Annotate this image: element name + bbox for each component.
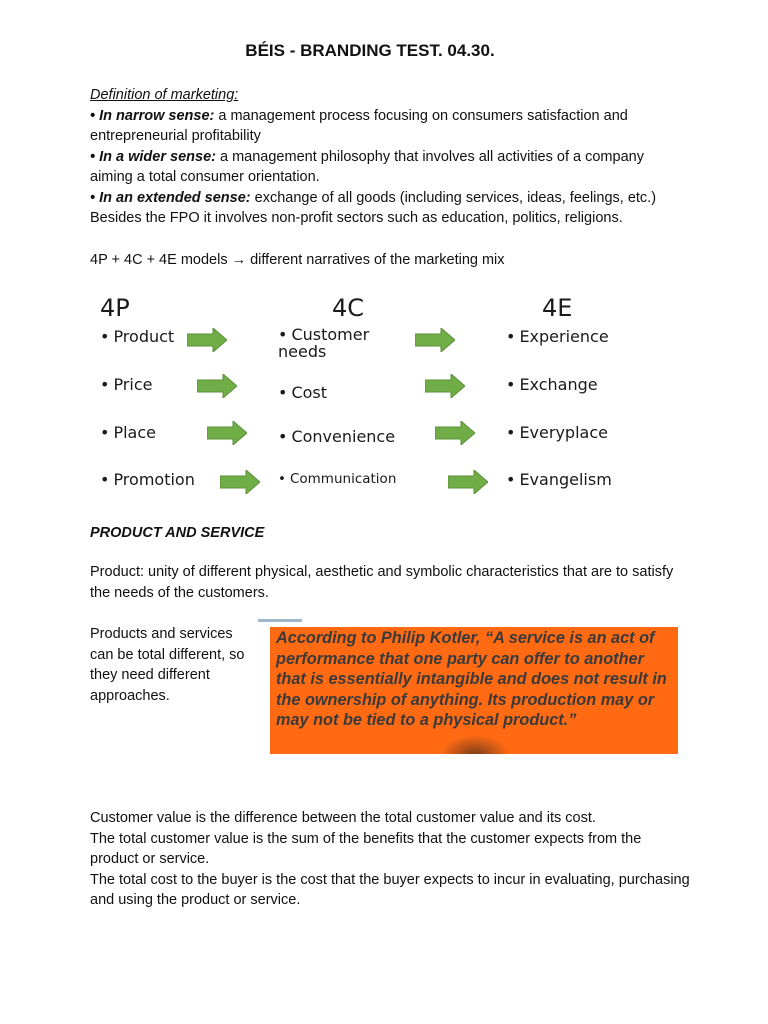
bullet: • bbox=[100, 470, 110, 489]
products-services-note: Products and services can be total different, so they need different approaches. bbox=[90, 626, 245, 704]
item-label: Product bbox=[113, 327, 175, 346]
document-title: BÉIS - BRANDING TEST. 04.30. bbox=[245, 41, 495, 60]
bullet: • bbox=[506, 327, 516, 346]
bullet: • bbox=[278, 383, 288, 402]
definition-text-wider: a management philosophy that involves all activities of a company aiming a total consumer orientation. bbox=[90, 148, 644, 185]
bullet: • bbox=[278, 427, 288, 446]
item-4e-everyplace bbox=[506, 424, 608, 441]
item-label: Communication bbox=[289, 471, 397, 487]
kotler-quote: According to Philip Kotler, “A service is an act of performance that one party can offer to another that is essentially intangible and does not result in the ownership of anything. Its production may or may not be tied to a physical product.” bbox=[276, 629, 667, 730]
models-line: 4P + 4C + 4E models → different narratives of the marketing mix bbox=[90, 252, 505, 268]
bullet: • bbox=[90, 107, 100, 124]
term-narrow: In narrow sense: bbox=[99, 107, 215, 124]
customer-value-line: The total cost to the buyer is the cost that the buyer expects to incur in evaluating, purchasing and using the product or service. bbox=[90, 871, 690, 908]
definition-item-wider bbox=[90, 147, 690, 188]
term-extended: In an extended sense: bbox=[99, 189, 251, 206]
item-label: Place bbox=[113, 423, 156, 442]
bullet: • bbox=[90, 189, 100, 206]
bullet: • bbox=[506, 470, 516, 489]
kotler-quote-box bbox=[270, 627, 678, 754]
item-4c-convenience bbox=[278, 428, 395, 445]
heading-4p: 4P bbox=[100, 294, 130, 322]
item-label: Convenience bbox=[291, 427, 396, 446]
definition-section bbox=[90, 85, 690, 229]
item-4p-place bbox=[100, 424, 156, 441]
term-wider: In a wider sense: bbox=[99, 148, 216, 165]
right-arrow-icon bbox=[435, 421, 475, 445]
decorative-bar bbox=[258, 619, 302, 622]
product-definition: Product: unity of different physical, aesthetic and symbolic characteristics that are to satisfy the needs of the customers. bbox=[90, 564, 674, 601]
item-4e-exchange bbox=[506, 376, 598, 393]
item-4c-communication bbox=[278, 471, 396, 488]
bullet: • bbox=[278, 325, 288, 344]
definition-item-extended bbox=[90, 188, 690, 229]
quote-background-image bbox=[440, 735, 510, 754]
customer-value-section bbox=[90, 808, 690, 911]
item-4e-evangelism bbox=[506, 471, 612, 488]
item-4p-product bbox=[100, 328, 174, 345]
bullet: • bbox=[506, 423, 516, 442]
item-label: Promotion bbox=[113, 470, 195, 489]
customer-value-line: The total customer value is the sum of the benefits that the customer expects from the product or service. bbox=[90, 830, 642, 867]
item-label: Cost bbox=[291, 383, 328, 402]
item-label: Exchange bbox=[519, 375, 598, 394]
item-label: Price bbox=[113, 375, 153, 394]
item-label: Experience bbox=[519, 327, 609, 346]
item-4p-promotion bbox=[100, 471, 195, 488]
definition-text-extended: exchange of all goods (including services, ideas, feelings, etc.) Besides the FPO it involves non-profit sectors such as education, politics, religions. bbox=[90, 189, 657, 226]
bullet: • bbox=[90, 148, 100, 165]
heading-4e: 4E bbox=[542, 294, 573, 322]
item-4e-experience bbox=[506, 328, 609, 345]
heading-4c: 4C bbox=[332, 294, 365, 322]
right-arrow-icon bbox=[207, 421, 247, 445]
bullet: • bbox=[100, 327, 110, 346]
product-service-heading: PRODUCT AND SERVICE bbox=[90, 525, 265, 541]
bullet: • bbox=[506, 375, 516, 394]
right-arrow-icon bbox=[220, 470, 260, 494]
item-label: Everyplace bbox=[519, 423, 608, 442]
right-arrow-icon bbox=[415, 328, 455, 352]
item-4c-cost bbox=[278, 384, 327, 401]
item-4p-price bbox=[100, 376, 152, 393]
right-arrow-icon bbox=[187, 328, 227, 352]
bullet: • bbox=[100, 375, 110, 394]
item-4c-customer-needs bbox=[278, 326, 378, 360]
definition-text-narrow: a management process focusing on consumers satisfaction and entrepreneurial profitability bbox=[90, 107, 628, 144]
customer-value-line: Customer value is the difference between the total customer value and its cost. bbox=[90, 810, 596, 826]
right-arrow-icon bbox=[425, 374, 465, 398]
item-label: Customer needs bbox=[278, 325, 370, 361]
right-arrow-icon bbox=[448, 470, 488, 494]
item-label: Evangelism bbox=[519, 470, 612, 489]
definition-heading: Definition of marketing: bbox=[90, 87, 239, 103]
right-arrow-icon bbox=[197, 374, 237, 398]
marketing-mix-diagram bbox=[90, 290, 650, 500]
definition-item-narrow bbox=[90, 106, 690, 147]
bullet: • bbox=[100, 423, 110, 442]
bullet: • bbox=[278, 471, 286, 487]
